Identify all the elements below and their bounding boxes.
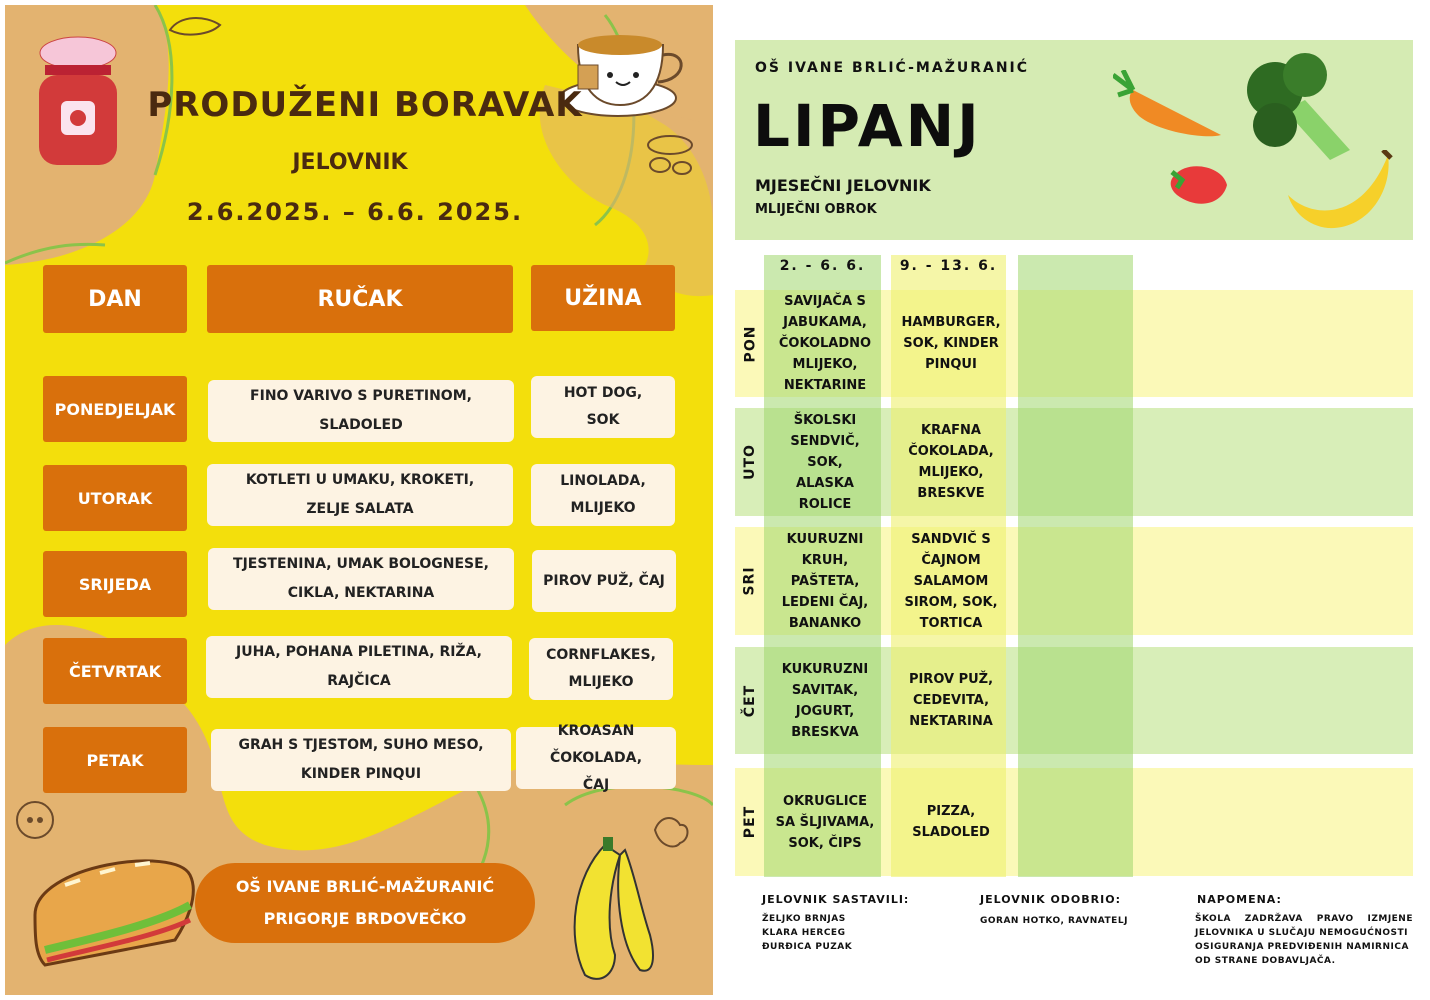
month-title: LIPANJ [753,92,982,160]
menu-line: ŠKOLSKI [793,412,857,428]
school-name: OŠ IVANE BRLIĆ-MAŽURANIĆ [235,877,495,896]
snack-cell [516,722,676,793]
menu-line: NEKTARINA [909,714,993,729]
menu-line: SAVITAK, [791,682,859,698]
menu-line: CEDEVITA, [912,693,990,708]
lunch-line: GRAH S TJESTOM, SUHO MESO, [238,737,484,753]
lunch-line: FINO VARIVO S PURETINOM, [250,388,472,404]
menu-line: SIROM, SOK, [904,594,998,610]
menu-line: SLADOLED [912,825,990,840]
lunch-cell [211,729,511,791]
menu-cell [891,408,1011,516]
day-label: SRIJEDA [43,551,187,617]
lunch-line: KINDER PINQUI [300,766,422,782]
menu-line: TORTICA [919,615,983,631]
note-line: OSIGURANJA PREDVIĐENIH NAMIRNICA [1195,942,1409,952]
snack-cell [531,464,675,526]
lunch-cell [208,548,514,610]
menu-line: JABUKAMA, [783,315,867,330]
menu-line: SENDVIČ, [790,433,860,449]
header-snack: UŽINA [531,265,675,331]
snack-line: SOK [586,412,620,428]
snack-cell [531,376,675,438]
meal-type: MLIJEČNI OBROK [755,202,877,217]
day-label-pon: PON [742,325,759,362]
menu-line: OKRUGLICE [783,793,867,809]
menu-line: SOK, ČIPS [788,835,862,851]
menu-line: KUURUZNI [786,531,864,547]
school-name-pill [195,863,535,943]
note-line: OD STRANE DOBAVLJAČA. [1195,956,1336,966]
snack-line: MLIJEKO [570,500,636,516]
snack-line: CORNFLAKES, [546,647,656,663]
day-label: UTORAK [43,465,187,531]
menu-line: PIZZA, [926,804,976,819]
menu-line: KRUH, [801,552,849,568]
menu-line: ROLICE [798,496,852,512]
menu-cell [764,768,886,876]
day-label-sri: SRI [741,566,758,596]
menu-line: SA ŠLJIVAMA, [775,814,875,830]
author-name: ŽELJKO BRNJAS [762,914,846,924]
menu-line: NEKTARINE [783,378,867,393]
snack-cell [532,550,676,612]
lunch-cell [207,464,513,526]
menu-line: PAŠTETA, [790,573,860,589]
week-2-header: 9. - 13. 6. [899,258,998,274]
menu-cell [891,768,1011,876]
menu-cell [891,647,1011,754]
snack-line: LINOLADA, [560,473,646,489]
snack-cell [529,638,673,700]
menu-line: MLIJEKO, [792,357,858,372]
lunch-line: CIKLA, NEKTARINA [287,585,435,601]
menu-line: SOK, KINDER [903,336,999,351]
day-label-pet: PET [742,805,758,839]
menu-line: ČOKOLADA, [908,444,994,459]
banana-icon [1283,150,1395,230]
author-name: ĐURĐICA PUZAK [762,942,853,952]
page-subtitle: JELOVNIK [292,150,408,175]
menu-line: PIROV PUŽ, [908,672,994,687]
approved-label: JELOVNIK ODOBRIO: [980,893,1121,906]
menu-line: JOGURT, [795,703,855,719]
lunch-line: ZELJE SALATA [306,501,414,517]
menu-line: SAVIJAČA S [784,294,866,309]
lunch-line: RAJČICA [327,673,391,689]
header-lunch: RUČAK [207,265,513,333]
lunch-line: KOTLETI U UMAKU, KROKETI, [245,472,475,488]
menu-line: ALASKA [796,475,854,491]
menu-cell [764,408,886,516]
lunch-line: JUHA, POHANA PILETINA, RIŽA, [236,644,482,660]
note-label: NAPOMENA: [1197,893,1282,906]
school-name: OŠ IVANE BRLIĆ-MAŽURANIĆ [755,60,1030,76]
header-day: DAN [43,265,187,333]
note-text [1195,912,1413,968]
author-name: KLARA HERCEG [762,928,846,938]
menu-line: BANANKO [788,615,862,631]
snack-line: PIROV PUŽ, ČAJ [543,572,665,589]
menu-line: SANDVIČ S [911,531,991,547]
composed-names [762,912,852,954]
tomato-doodle-icon [10,795,60,840]
day-label: PETAK [43,727,187,793]
menu-line: SALAMOM [913,573,989,589]
lunch-cell [208,380,514,442]
strawberry-icon [1167,160,1232,210]
menu-cell [891,527,1011,635]
menu-line: SOK, [807,454,843,470]
banana-icon [545,835,655,985]
date-range: 2.6.2025. – 6.6. 2025. [186,198,524,226]
menu-cell [764,647,886,754]
snack-line: ČAJ [582,776,610,793]
school-location: PRIGORJE BRDOVEČKO [263,909,467,928]
menu-line: KUKURUZNI [781,661,869,677]
menu-line: BRESKVA [791,724,859,740]
snack-line: KROASAN ČOKOLADA, [549,722,643,766]
note-line: ŠKOLA ZADRŽAVA PRAVO IZMJENE [1195,914,1413,924]
sandwich-icon [25,845,205,985]
lunch-line: TJESTENINA, UMAK BOLOGNESE, [233,556,489,572]
page-title: PRODUŽENI BORAVAK [147,85,583,125]
week-1-header: 2. - 6. 6. [779,258,866,274]
snack-line: MLIJEKO [568,674,634,690]
menu-line: LEDENI ČAJ, [781,594,869,610]
day-label-uto: UTO [742,444,759,480]
day-label-cet: ČET [742,684,759,717]
approved-name: GORAN HOTKO, RAVNATELJ [980,916,1128,926]
week-3-column [1018,255,1133,877]
sausage-doodle-icon [165,10,225,40]
menu-line: PINQUI [925,357,977,372]
menu-line: MLIJEKO, [918,465,984,480]
lunch-cell [206,636,512,698]
right-header-panel [735,40,1413,240]
menu-line: ČAJNOM [921,552,981,568]
broccoli-icon [1235,50,1360,165]
day-label: PONEDJELJAK [43,376,187,442]
lunch-line: SLADOLED [319,417,403,433]
left-poster [5,5,713,995]
menu-cell [764,527,886,635]
menu-line: KRAFNA [921,423,981,438]
snack-line: HOT DOG, [563,385,643,401]
note-line: JELOVNIKA U SLUČAJU NEMOGUĆNOSTI [1195,928,1408,938]
menu-cell [891,290,1011,397]
composed-label: JELOVNIK SASTAVILI: [762,893,910,906]
menu-cell [764,290,886,397]
day-label: ČETVRTAK [43,638,187,704]
menu-line: BRESKVE [917,486,985,501]
menu-line: HAMBURGER, [901,315,1001,330]
menu-type: MJESEČNI JELOVNIK [755,176,931,195]
carrot-icon [1113,70,1225,140]
menu-line: ČOKOLADNO [778,336,872,351]
